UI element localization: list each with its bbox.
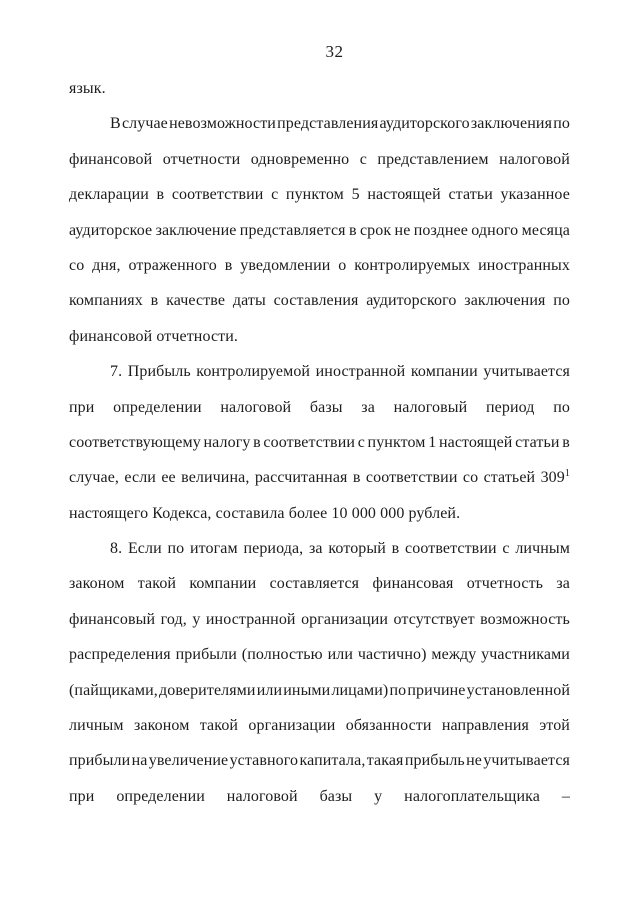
word: увеличение [148, 752, 229, 770]
word: (пайщиками, [69, 681, 158, 699]
word: при [69, 398, 95, 416]
word: в [150, 292, 159, 310]
document-body [69, 71, 570, 814]
word: уведомлении [240, 256, 331, 274]
word: у [192, 610, 201, 628]
text-line [69, 779, 570, 814]
word: учитывается [483, 363, 570, 381]
word: качестве [166, 292, 226, 310]
word: организации [301, 610, 389, 628]
word: срок [359, 221, 392, 239]
word: уставного [229, 752, 299, 770]
text-line [69, 460, 570, 495]
word: аудиторского [379, 115, 470, 133]
word: при [69, 787, 95, 805]
word: личным [515, 540, 570, 558]
word: статьи [515, 433, 560, 451]
text-line [69, 602, 570, 637]
word: налогоплательщика [404, 787, 540, 805]
word: капитала, [299, 752, 366, 770]
word: настоящей [367, 186, 441, 204]
word: в [253, 433, 261, 451]
word: В [110, 115, 121, 133]
word: направления [441, 717, 530, 735]
word: отсутствует [393, 610, 475, 628]
word: иностранной [315, 363, 406, 381]
word: налоговой [226, 787, 298, 805]
word: отраженного [128, 256, 217, 274]
word: настоящей [438, 433, 513, 451]
word: по [553, 398, 570, 416]
word: этой [539, 717, 570, 735]
word: соответствии [405, 540, 497, 558]
word: составляется [269, 575, 360, 593]
word: – [561, 787, 570, 805]
word: в [156, 186, 165, 204]
word: (полностью [241, 646, 323, 664]
word: указанное [500, 186, 570, 204]
word: базы [309, 398, 343, 416]
word: такой [199, 717, 239, 735]
text-line [69, 566, 570, 601]
word: такая [366, 752, 404, 770]
text-line [69, 673, 570, 708]
text-line [69, 213, 570, 248]
word: учитывается [483, 752, 570, 770]
word: компаниях [69, 292, 143, 310]
word: пунктом [285, 186, 344, 204]
word: который [328, 540, 386, 558]
word: налоговый [393, 398, 468, 416]
word: в [224, 256, 233, 274]
word: контролируемых [354, 256, 471, 274]
word: возможность [480, 610, 570, 628]
word: аудиторского [366, 292, 457, 310]
word: доверителями [158, 681, 256, 699]
word: представления [277, 115, 379, 133]
word: одного [471, 221, 519, 239]
text-line [69, 354, 570, 389]
word: не [466, 752, 483, 770]
word: 1 [428, 433, 437, 451]
word: аудиторское [69, 221, 153, 239]
word: год, [160, 610, 187, 628]
word: случае [121, 115, 168, 133]
word: на [131, 752, 148, 770]
word: период [486, 398, 535, 416]
word: рассчитанная [254, 469, 348, 487]
word: с [271, 186, 279, 204]
word: такой [137, 575, 177, 593]
word: отчетность [466, 575, 544, 593]
word: итогам [190, 540, 238, 558]
word: 5 [351, 186, 360, 204]
word: прибыли [175, 646, 237, 664]
text-line [69, 283, 570, 318]
word: по [167, 540, 185, 558]
word: личным [69, 717, 124, 735]
word: иными [283, 681, 331, 699]
word: определении [116, 787, 205, 805]
word: если [124, 469, 156, 487]
word: Прибыль [127, 363, 191, 381]
word: соответствии [365, 469, 458, 487]
word: или [327, 646, 354, 664]
word: налогу [203, 433, 251, 451]
word: со [462, 469, 479, 487]
text-line [69, 248, 570, 283]
word: дня, [92, 256, 121, 274]
word: за [556, 575, 570, 593]
word: со [69, 256, 85, 274]
word: не [394, 221, 411, 239]
word: статьи [448, 186, 493, 204]
word: прибыль [404, 752, 465, 770]
word: по [553, 115, 570, 133]
text-line [69, 637, 570, 672]
word: $309^1$ [540, 468, 570, 487]
word: налоговой [220, 398, 292, 416]
footnote-superscript: 1 [564, 468, 570, 480]
text-line [69, 142, 570, 177]
word: базы [319, 787, 353, 805]
text-line [69, 177, 570, 212]
word: организации [248, 717, 336, 735]
word: обязанности [345, 717, 432, 735]
word: иностранной [205, 610, 296, 628]
word: компании [410, 363, 478, 381]
text-line [69, 708, 570, 743]
word: Если [127, 540, 162, 558]
word: контролируемой [196, 363, 311, 381]
word: в [348, 221, 357, 239]
word: отчетности [162, 150, 241, 168]
word: установленной [466, 681, 570, 699]
word: распределения [69, 646, 171, 664]
word: невозможности [169, 115, 276, 133]
word: участниками [481, 646, 570, 664]
word: соответствии [171, 186, 264, 204]
text-line [69, 106, 570, 141]
word: представляется [239, 221, 346, 239]
word: по [553, 292, 570, 310]
word: законом [69, 575, 125, 593]
text-line: финансовой отчетности. [69, 327, 239, 345]
word: законом [133, 717, 190, 735]
text-line [69, 531, 570, 566]
word: частично) [357, 646, 427, 664]
word: периода, [243, 540, 304, 558]
word: определении [113, 398, 202, 416]
word: случае, [69, 469, 120, 487]
word: за [361, 398, 375, 416]
word: в [352, 469, 361, 487]
word: 8. [110, 540, 123, 558]
word: лицами) [331, 681, 389, 699]
word: причине [407, 681, 466, 699]
word: статьей [483, 469, 536, 487]
word: 7. [110, 363, 123, 381]
word: месяца [521, 221, 570, 239]
word: пунктом [367, 433, 426, 451]
text-line: настоящего Кодекса, составила более 10 000 000 рублей. [69, 504, 461, 522]
word: заключение [155, 221, 237, 239]
word: с [359, 150, 367, 168]
word: налоговой [499, 150, 570, 168]
word: компании [189, 575, 257, 593]
word: иностранных [478, 256, 570, 274]
word: в [562, 433, 570, 451]
word: составления [273, 292, 359, 310]
word: с [502, 540, 510, 558]
word: финансовая [372, 575, 454, 593]
word: декларации [69, 186, 149, 204]
word: по [389, 681, 407, 699]
word: величина, [181, 469, 250, 487]
word: заключения [464, 292, 546, 310]
word: финансовый [69, 610, 156, 628]
word: о [338, 256, 347, 274]
word: заключения [470, 115, 553, 133]
word: ее [161, 469, 176, 487]
word: в [391, 540, 400, 558]
text-line: язык. [69, 80, 106, 97]
page-number: 32 [325, 42, 344, 61]
word: соответствии [263, 433, 356, 451]
word: позднее [413, 221, 468, 239]
word: представлением [377, 150, 489, 168]
word: прибыли [69, 752, 131, 770]
text-line [69, 743, 570, 778]
text-line [69, 425, 570, 460]
word: соответствующему [69, 433, 201, 451]
word: за [309, 540, 323, 558]
word: с [357, 433, 365, 451]
text-line [69, 390, 570, 425]
word: финансовой [69, 150, 153, 168]
word: между [431, 646, 477, 664]
word: одновременно [250, 150, 350, 168]
word: даты [232, 292, 266, 310]
word: у [374, 787, 383, 805]
word: или [256, 681, 283, 699]
